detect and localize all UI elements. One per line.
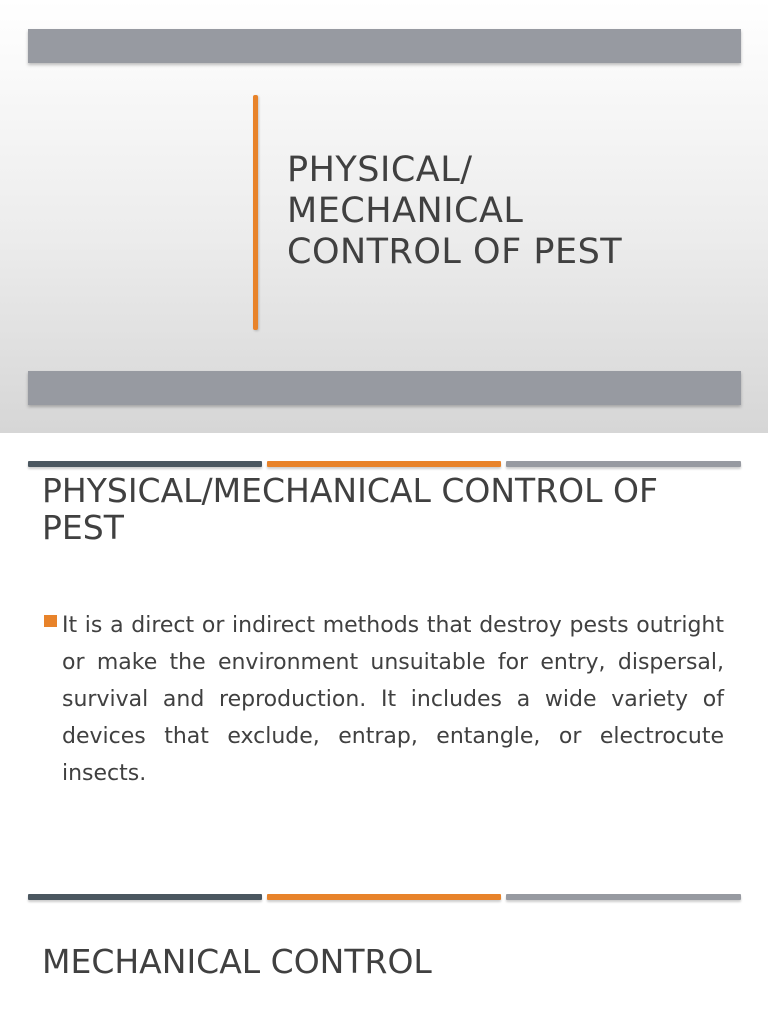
bottom-decorative-band — [28, 371, 741, 405]
top-decorative-band — [28, 29, 741, 63]
stripe-dark — [28, 894, 262, 900]
stripe-orange — [267, 461, 501, 467]
slide2-header-stripes — [28, 461, 741, 469]
slide2-title: PHYSICAL/MECHANICAL CONTROL OF PEST — [42, 471, 658, 547]
title-line-2: MECHANICAL — [287, 191, 524, 231]
slide3-header-stripes — [28, 894, 741, 902]
title-slide-heading — [287, 150, 727, 273]
stripe-gray — [506, 894, 741, 900]
slide3-title: MECHANICAL CONTROL — [42, 942, 432, 981]
bullet-square-icon — [44, 615, 57, 627]
title-line-3: CONTROL OF PEST — [287, 232, 623, 272]
orange-vertical-rule — [253, 95, 258, 330]
stripe-orange — [267, 894, 501, 900]
slide2-bullet-text: It is a direct or indirect methods that destroy pests outright or make the environment unsuitable for entry, dispersal, survival and reproduction. It includes a wide variety of devices that exclude, entrap, entangle, or electrocute insects. — [62, 613, 724, 786]
title-line-1: PHYSICAL/ — [287, 150, 473, 190]
stripe-dark — [28, 461, 262, 467]
stripe-gray — [506, 461, 741, 467]
title-slide — [0, 0, 768, 433]
